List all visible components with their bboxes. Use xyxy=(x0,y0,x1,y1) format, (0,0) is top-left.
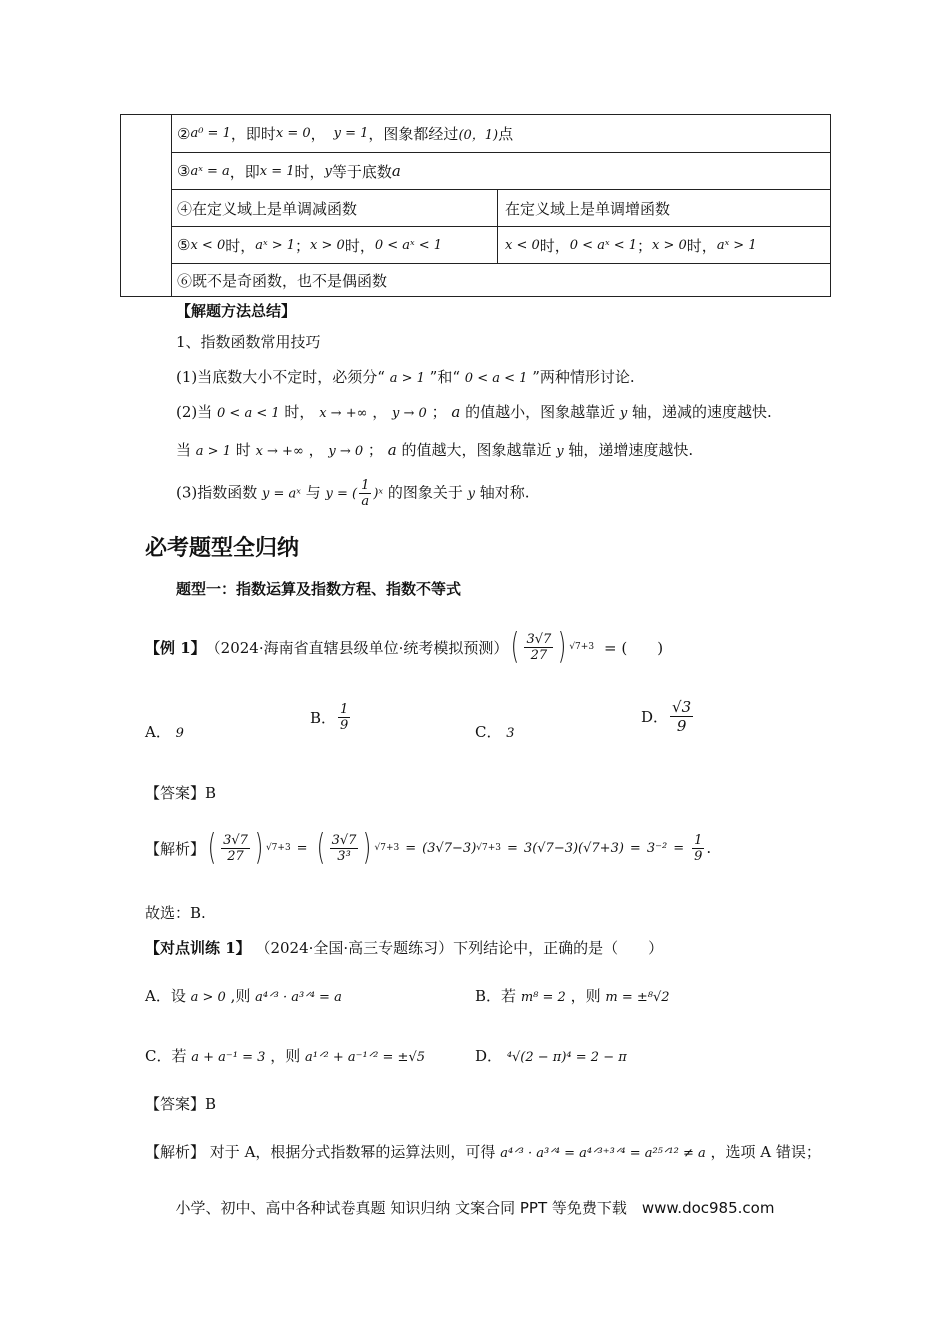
text: ，即 xyxy=(229,162,260,181)
math-expression: a xyxy=(391,162,401,180)
summary-paragraph xyxy=(176,439,693,460)
option-d xyxy=(641,698,695,735)
table-cell xyxy=(171,227,442,263)
fraction-denominator: 27 xyxy=(221,848,250,864)
text: 时， xyxy=(225,236,256,255)
fraction xyxy=(670,698,693,735)
option-c xyxy=(145,1045,425,1066)
text: ，图象都经过 xyxy=(368,125,459,143)
fraction-numerator: 3√7 xyxy=(223,832,248,848)
table-cell xyxy=(171,115,513,152)
option-a xyxy=(145,721,184,742)
math-expression: m = ±⁸√2 xyxy=(605,990,670,1005)
exponent: √7+3 xyxy=(265,843,291,853)
math-expression: 0 < aˣ < 1 xyxy=(374,237,443,253)
fraction-numerator: 1 xyxy=(340,702,349,717)
math-expression: y → 0 xyxy=(392,406,427,421)
text: ，选项 A 错误； xyxy=(710,1143,821,1161)
math-expression: y xyxy=(556,444,564,459)
math-expression: a > 1 xyxy=(195,444,231,459)
text: 与 xyxy=(305,483,321,502)
equals: = xyxy=(507,840,518,856)
text: 时， xyxy=(294,162,325,181)
table-cell: ⑥既不是奇函数，也不是偶函数 xyxy=(177,271,388,290)
exponent: √7+3 xyxy=(569,642,595,652)
analysis-label: 【解析】 xyxy=(145,1143,206,1161)
fraction xyxy=(359,478,371,509)
type-title: 题型一：指数运算及指数方程、指数不等式 xyxy=(176,580,462,598)
math-expression: x = 1 xyxy=(259,163,295,179)
text: ”和“ xyxy=(429,368,461,386)
math-expression: aˣ > 1 xyxy=(255,237,296,253)
math-expression: 3(√7−3)(√7+3) xyxy=(523,840,624,856)
text: . xyxy=(706,839,712,857)
page-footer: 小学、初中、高中各种试卷真题 知识归纳 文案合同 PPT 等免费下载 www.doc985.com xyxy=(175,1199,775,1217)
exponent: √7+3 xyxy=(476,843,502,853)
fraction-numerator: 3√7 xyxy=(331,832,357,848)
text: 的值越小，图象越靠近 xyxy=(465,403,616,421)
analysis xyxy=(145,1141,821,1162)
text: ； xyxy=(637,236,653,255)
table-row xyxy=(171,227,830,264)
fraction xyxy=(330,833,359,864)
item-number: ③ xyxy=(177,162,191,180)
summary-heading: 【解题方法总结】 xyxy=(176,302,297,320)
option-label: D． xyxy=(475,1047,503,1065)
math-expression: ⁴√(2 − π)⁴ = 2 − π xyxy=(506,1050,627,1065)
math-expression: 3⁻² xyxy=(646,840,668,856)
example-source: （2024·海南省直辖县级单位·统考模拟预测） xyxy=(205,638,509,657)
table-cell: 在定义域上是单调增函数 xyxy=(505,199,671,218)
math-expression: y = ( xyxy=(325,486,358,502)
table-cell xyxy=(171,153,401,189)
math-expression: x = 0 xyxy=(275,126,311,141)
option-label: B． xyxy=(310,709,337,727)
answer: 【答案】B xyxy=(145,1095,217,1113)
fraction-denominator: 3³ xyxy=(330,848,359,864)
text: (2)当 xyxy=(176,403,213,421)
option-label: B．若 xyxy=(475,987,517,1005)
text: ， xyxy=(308,441,324,459)
text: 等于底数 xyxy=(331,162,392,181)
table-row xyxy=(171,115,830,153)
math-expression: a⁰ = 1 xyxy=(190,126,231,141)
item-number: ② xyxy=(177,124,191,143)
option-label: C．若 xyxy=(145,1047,187,1065)
text: 时， xyxy=(686,236,717,255)
option-label: A．设 xyxy=(145,987,186,1005)
training-source: （2024·全国·高三专题练习）下列结论中，正确的是（ ） xyxy=(255,939,664,957)
option-value: 3 xyxy=(506,726,515,741)
math-expression: y = aˣ xyxy=(262,486,301,502)
text: 时， xyxy=(344,236,375,255)
fraction-denominator: 9 xyxy=(694,848,703,864)
math-expression: x < 0 xyxy=(505,237,540,253)
math-expression: y xyxy=(619,406,628,421)
text: ，则 xyxy=(570,987,601,1005)
option-label: C． xyxy=(475,723,502,741)
text: 当 xyxy=(176,441,192,459)
math-expression: a⁴ᐟ³ · a³ᐟ⁴ = a⁴ᐟ³⁺³ᐟ⁴ = a²⁵ᐟ¹² ≠ a xyxy=(500,1146,706,1161)
math-expression: y xyxy=(467,486,475,502)
math-expression: x > 0 xyxy=(652,237,687,253)
text: 时 xyxy=(235,441,251,459)
text: 轴，递增速度越快. xyxy=(568,441,694,459)
math-expression: y → 0 xyxy=(328,444,364,459)
fraction xyxy=(338,702,350,733)
math-expression: aˣ > 1 xyxy=(716,237,757,253)
fraction-denominator: 27 xyxy=(524,647,553,663)
fraction-numerator: √3 xyxy=(672,698,692,716)
equals: = xyxy=(296,840,308,856)
summary-paragraph xyxy=(176,478,530,509)
fraction xyxy=(524,632,553,663)
math-expression: x > 0 xyxy=(310,237,345,253)
text: 轴对称. xyxy=(479,483,530,502)
text: (3)指数函数 xyxy=(176,483,258,502)
text: 的值越大，图象越靠近 xyxy=(401,441,552,459)
option-b xyxy=(310,702,352,733)
math-expression: x → +∞ xyxy=(255,444,304,459)
text: = ( ) xyxy=(604,638,664,657)
math-expression: y = 1 xyxy=(333,126,369,141)
math-expression: m⁸ = 2 xyxy=(520,990,566,1005)
table-row xyxy=(171,264,830,296)
option-a xyxy=(145,985,342,1006)
math-expression: aˣ = a xyxy=(190,163,230,179)
equals: = xyxy=(629,840,641,856)
text: 对于 A，根据分式指数幂的运算法则，可得 xyxy=(209,1143,496,1161)
text: (1)当底数大小不定时，必须分“ xyxy=(176,368,385,386)
table-row xyxy=(171,190,830,227)
properties-table xyxy=(120,114,831,297)
fraction xyxy=(221,833,250,864)
option-d xyxy=(475,1045,627,1066)
math-expression: 0 < a < 1 xyxy=(464,371,528,386)
math-expression: a > 1 xyxy=(389,371,425,386)
summary-paragraph xyxy=(176,401,772,422)
option-b xyxy=(475,985,670,1006)
conclusion: 故选：B. xyxy=(145,904,206,922)
fraction-numerator: 1 xyxy=(694,832,703,848)
math-expression: a > 0 xyxy=(190,990,226,1005)
exponent: √7+3 xyxy=(374,843,400,853)
fraction-denominator: 9 xyxy=(670,716,693,735)
math-expression: (0，1) xyxy=(458,128,499,143)
text: 的图象关于 xyxy=(387,483,463,502)
option-label: D． xyxy=(641,708,669,726)
text: 时， xyxy=(284,403,315,421)
math-expression: a¹ᐟ² + a⁻¹ᐟ² = ±√5 xyxy=(305,1050,425,1065)
math-expression: a + a⁻¹ = 3 xyxy=(191,1050,266,1065)
option-label: A． xyxy=(145,723,171,741)
math-expression: 0 < aˣ < 1 xyxy=(569,237,638,253)
fraction-numerator: 1 xyxy=(361,478,370,493)
text: 时， xyxy=(539,236,570,255)
text: 轴，递减的速度越快. xyxy=(632,403,772,421)
text: ； xyxy=(295,236,311,255)
section-title: 必考题型全归纳 xyxy=(145,536,300,561)
text: ； xyxy=(431,403,447,421)
math-expression: x < 0 xyxy=(190,237,226,253)
analysis-label: 【解析】 xyxy=(145,839,206,858)
text: ，即时 xyxy=(230,125,276,143)
equals: = xyxy=(673,840,685,856)
fraction-numerator: 3√7 xyxy=(526,631,552,647)
summary-paragraph xyxy=(176,366,635,387)
math-expression: (3√7−3) xyxy=(422,840,477,856)
answer: 【答案】B xyxy=(145,784,217,802)
training-label: 【对点训练 1】 xyxy=(145,939,251,957)
example-question: 【例 1】 （2024·海南省直辖县级单位·统考模拟预测） ( $\frac{3√7}{27}$ ) √7+3 = ( ) xyxy=(145,626,664,667)
text: ， xyxy=(310,125,326,143)
math-expression: )ˣ xyxy=(373,486,384,502)
math-expression: a⁴ᐟ³ · a³ᐟ⁴ = a xyxy=(255,990,342,1005)
text: ，则 xyxy=(270,1047,301,1065)
math-expression: 0 < a < 1 xyxy=(217,406,280,421)
text: ”两种情形讨论. xyxy=(532,368,635,386)
text: 点 xyxy=(498,125,514,143)
text: ， xyxy=(372,403,388,421)
math-expression: a xyxy=(387,441,397,459)
table-left-column xyxy=(121,115,172,296)
item-number: ⑤ xyxy=(177,236,191,254)
math-expression: x → +∞ xyxy=(319,406,368,421)
summary-item: 1、指数函数常用技巧 xyxy=(176,333,321,351)
text: ,则 xyxy=(230,987,251,1005)
math-expression: y xyxy=(324,163,332,179)
option-value: 9 xyxy=(175,726,184,741)
table-cell xyxy=(499,227,757,263)
option-c xyxy=(475,721,515,742)
table-cell: ④在定义域上是单调减函数 xyxy=(177,199,358,218)
analysis: 【解析】 ( $\frac{3√7}{27}$ ) √7+3 = ( $\frac{3√7}{\text{3³}}$ ) √7+3 = (3√7−3) √7+3 = 3(√7−3)(√7+3) = 3⁻² = $\frac{1}{9}$ . xyxy=(145,827,712,868)
text: ； xyxy=(367,441,383,459)
fraction-denominator: 9 xyxy=(340,718,349,733)
table-row xyxy=(171,153,830,190)
equals: = xyxy=(405,840,417,856)
math-expression: a xyxy=(451,403,461,421)
fraction xyxy=(692,833,704,864)
example-label: 【例 1】 xyxy=(145,638,206,657)
training-question xyxy=(145,937,663,958)
fraction-denominator: a xyxy=(359,493,371,509)
